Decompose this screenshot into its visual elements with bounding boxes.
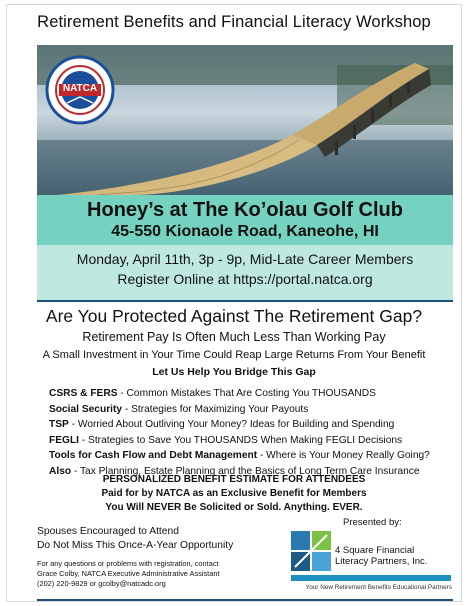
flyer <box>6 4 462 602</box>
list-item: Also - Tax Planning, Estate Planning and the Basics of Long Term Care Insurance <box>49 465 420 477</box>
topic-list <box>49 386 459 480</box>
event-date: Monday, April 11th, 3p - 9p, Mid-Late Career Members <box>76 251 414 267</box>
list-item: TSP - Worried About Outliving Your Money? Ideas for Building and Spending <box>49 419 395 431</box>
four-square-logo-icon <box>291 531 331 571</box>
register-link[interactable]: Register Online at https://portal.natca.org <box>117 271 373 287</box>
event-details <box>37 245 453 300</box>
estimate-paid: Paid for by NATCA as an Exclusive Benefit for Members <box>101 488 367 499</box>
natca-logo-text: NATCA <box>62 83 98 94</box>
presenter-block <box>277 517 452 599</box>
venue-band <box>37 195 453 245</box>
estimate-heading: PERSONALIZED BENEFIT ESTIMATE FOR ATTENDEES <box>102 474 366 485</box>
partner-name: 4 Square Financial Literacy Partners, Inc. <box>335 545 428 567</box>
list-item: Tools for Cash Flow and Debt Management - Where is Your Money Really Going? <box>49 450 430 462</box>
list-item: CSRS & FERS - Common Mistakes That Are Costing You THOUSANDS <box>49 388 376 399</box>
estimate-no-sales: You Will NEVER Be Solicited or Sold. Anything. EVER. <box>105 502 363 513</box>
list-item: FEGLI - Strategies to Save You THOUSANDS When Making FEGLI Decisions <box>49 434 403 446</box>
venue-name: Honey’s at The Ko’olau Golf Club <box>87 199 403 221</box>
contact-line: For any questions or problems with registration, contact <box>37 559 219 568</box>
headline: Are You Protected Against The Retirement Gap? <box>45 306 423 326</box>
workshop-title: Retirement Benefits and Financial Literacy Workshop <box>37 13 431 31</box>
footer-info <box>37 525 297 590</box>
partner-bar <box>291 575 451 581</box>
presented-by-label: Presented by: <box>343 517 402 528</box>
contact-line: Grace Colby, NATCA Executive Administrative Assistant <box>37 569 220 579</box>
spouses-note: Spouses Encouraged to Attend <box>37 526 179 537</box>
opportunity-note: Do Not Miss This Once-A-Year Opportunity <box>37 540 234 551</box>
bridge-gap-line: Let Us Help You Bridge This Gap <box>152 366 316 378</box>
bottom-divider <box>37 599 453 601</box>
subheadline: Retirement Pay Is Often Much Less Than Working Pay <box>82 330 386 344</box>
investment-line: A Small Investment in Your Time Could Reap Large Returns From Your Benefit <box>42 349 426 361</box>
natca-logo <box>45 55 115 125</box>
boardwalk-photo <box>37 45 453 195</box>
list-item: Social Security - Strategies for Maximizing Your Payouts <box>49 403 309 415</box>
venue-address: 45-550 Kionaole Road, Kaneohe, HI <box>111 223 379 240</box>
partner-tagline: Your New Retirement Benefits Educational Partners <box>305 584 452 591</box>
contact-email[interactable]: (202) 220-9829 or gcolby@natcadc.org <box>37 579 166 589</box>
top-divider <box>37 300 453 302</box>
contact-info <box>37 559 297 590</box>
